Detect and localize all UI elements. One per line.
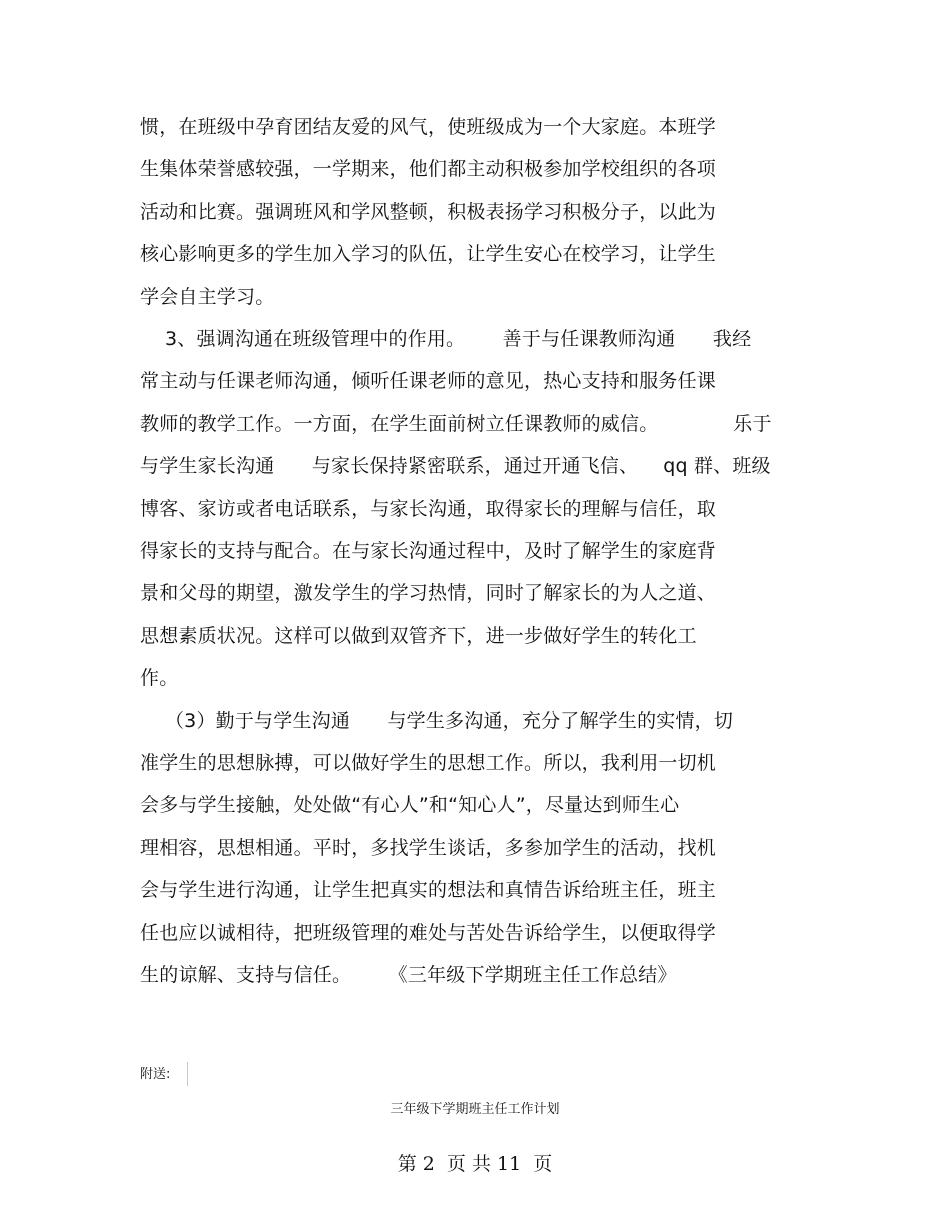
appendix-divider xyxy=(187,1062,188,1086)
body-line: 思想素质状况。这样可以做到双管齐下，进一步做好学生的转化工 xyxy=(140,625,697,647)
body-line: 博客、家访或者电话联系，与家长沟通，取得家长的理解与信任，取 xyxy=(140,498,717,520)
body-line: 景和父母的期望，激发学生的学习热情，同时了解家长的为人之道、 xyxy=(140,582,717,604)
body-line: 教师的教学工作。一方面，在学生面前树立任课教师的威信。 乐于 xyxy=(140,413,772,435)
body-line: 3、强调沟通在班级管理中的作用。 善于与任课教师沟通 我经 xyxy=(140,328,752,350)
body-line: 作。 xyxy=(140,667,179,689)
body-line: 理相容，思想相通。平时，多找学生谈话，多参加学生的活动，找机 xyxy=(140,837,717,859)
body-line: 会多与学生接触，处处做“有心人”和“知心人”，尽量达到师生心 xyxy=(140,794,680,816)
body-line: 准学生的思想脉搏，可以做好学生的思想工作。所以，我利用一切机 xyxy=(140,752,717,774)
body-line: 学会自主学习。 xyxy=(140,286,275,308)
appendix-label: 附送: xyxy=(140,1067,171,1082)
body-line: 活动和比赛。强调班风和学风整顿，积极表扬学习积极分子，以此为 xyxy=(140,201,717,223)
body-line: 任也应以诚相待，把班级管理的难处与苦处告诉给学生，以便取得学 xyxy=(140,922,717,944)
body-line: 生集体荣誉感较强，一学期来，他们都主动积极参加学校组织的各项 xyxy=(140,158,717,180)
body-line: 常主动与任课老师沟通，倾听任课老师的意见，热心支持和服务任课 xyxy=(140,370,717,392)
body-line: 得家长的支持与配合。在与家长沟通过程中，及时了解学生的家庭背 xyxy=(140,540,717,562)
appendix-title: 三年级下学期班主任工作计划 xyxy=(390,1102,560,1117)
body-line: 生的谅解、支持与信任。 《三年级下学期班主任工作总结》 xyxy=(140,964,677,986)
page-footer: 第 2 页 共 11 页 xyxy=(397,1153,553,1175)
body-line: 惯，在班级中孕育团结友爱的风气，使班级成为一个大家庭。本班学 xyxy=(140,116,717,138)
body-line: 核心影响更多的学生加入学习的队伍，让学生安心在校学习，让学生 xyxy=(140,243,717,265)
body-line: （3）勤于与学生沟通 与学生多沟通，充分了解学生的实情，切 xyxy=(140,710,734,732)
body-line: 会与学生进行沟通，让学生把真实的想法和真情告诉给班主任，班主 xyxy=(140,879,717,901)
body-line: 与学生家长沟通 与家长保持紧密联系，通过开通飞信、 qq 群、班级 xyxy=(140,455,771,477)
